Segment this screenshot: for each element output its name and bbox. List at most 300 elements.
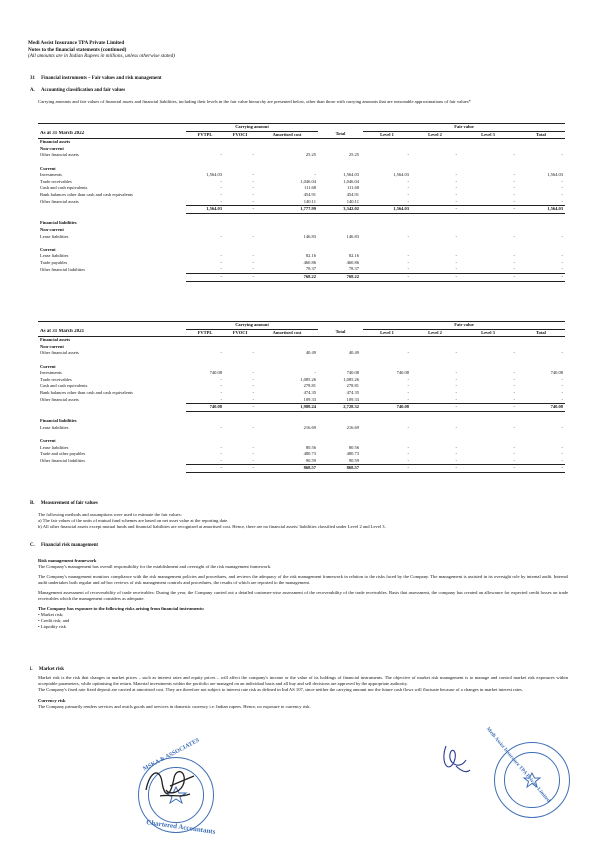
market-risk-p1: Market risk is the risk that changes in market prices – such as interest rates and equity prices – will affect the company's income or the value of its holdings of financial instruments. The objective of market risk management is to manage and control market risk exposures within acceptable parameters, while optimising the return. Material investments within the portfolio are managed on an individual basis and all buy and sell decisions are approved by the appropriate authority. bbox=[38, 675, 568, 686]
row-value: - bbox=[220, 383, 222, 389]
row-value: 868.57 bbox=[318, 465, 363, 473]
row-value bbox=[186, 357, 224, 364]
row-value bbox=[318, 364, 363, 371]
section-b-body bbox=[38, 512, 568, 530]
row-value: 740.08 bbox=[550, 370, 563, 376]
row-value: 278.81 bbox=[303, 383, 316, 389]
row-value: - bbox=[407, 198, 409, 204]
table-group-row bbox=[38, 220, 565, 227]
row-value bbox=[224, 247, 256, 254]
row-value: - bbox=[561, 389, 563, 395]
row-value: - bbox=[252, 185, 254, 191]
table-group-row bbox=[38, 247, 565, 254]
row-value: 82.16 bbox=[305, 253, 316, 259]
row-value: - bbox=[455, 259, 457, 265]
row-value: - bbox=[455, 389, 457, 395]
row-value bbox=[411, 337, 459, 344]
row-value: - bbox=[252, 350, 254, 356]
row-value: - bbox=[252, 191, 254, 197]
row-label: Current bbox=[40, 363, 56, 369]
row-value: - bbox=[252, 233, 254, 239]
table-row bbox=[38, 199, 565, 206]
row-value: - bbox=[186, 465, 224, 473]
row-value bbox=[459, 357, 517, 364]
section-i-title: Market risk bbox=[38, 667, 64, 672]
section-a-heading bbox=[30, 88, 125, 93]
row-value bbox=[363, 364, 411, 371]
row-value bbox=[318, 344, 363, 351]
row-value: - bbox=[513, 370, 515, 376]
row-value bbox=[363, 344, 411, 351]
row-value: - bbox=[561, 233, 563, 239]
row-value: 480.73 bbox=[346, 451, 359, 457]
table-group-row bbox=[38, 139, 565, 146]
row-value bbox=[517, 344, 565, 351]
row-value: - bbox=[252, 389, 254, 395]
row-value: - bbox=[513, 350, 515, 356]
row-value bbox=[411, 139, 459, 146]
row-value bbox=[517, 227, 565, 234]
row-value: - bbox=[561, 457, 563, 463]
row-value: - bbox=[513, 253, 515, 259]
row-label: Cash and cash equivalents bbox=[40, 383, 88, 389]
row-value: - bbox=[186, 274, 224, 282]
row-value bbox=[256, 227, 318, 234]
col-fvtpl: FVTPL bbox=[186, 131, 224, 139]
row-value: - bbox=[561, 152, 563, 158]
row-value bbox=[363, 357, 411, 364]
row-value: 25.25 bbox=[305, 152, 316, 158]
row-value bbox=[459, 240, 517, 247]
table-row bbox=[38, 185, 565, 192]
row-value: - bbox=[224, 206, 256, 214]
row-value: - bbox=[513, 444, 515, 450]
row-value bbox=[517, 247, 565, 254]
row-value bbox=[256, 240, 318, 247]
row-value bbox=[256, 337, 318, 344]
risk-exposure-title: The Company has exposure to the following risks arising from financial instruments: bbox=[38, 606, 205, 612]
section-a-label: A. bbox=[30, 88, 35, 93]
row-value: 111.68 bbox=[303, 185, 316, 191]
row-value: 40.49 bbox=[305, 350, 316, 356]
row-value: 1,564.03 bbox=[393, 172, 409, 178]
row-value bbox=[318, 166, 363, 173]
section-b-p1: The following methods and assumptions were used to estimate the fair values: bbox=[38, 512, 182, 517]
table-row bbox=[38, 253, 565, 260]
row-value: - bbox=[455, 376, 457, 382]
row-value bbox=[411, 432, 459, 439]
fair-value-table-2022 bbox=[38, 123, 565, 282]
row-value: 2,728.32 bbox=[318, 404, 363, 412]
row-value bbox=[363, 247, 411, 254]
row-value bbox=[224, 432, 256, 439]
row-value: - bbox=[220, 451, 222, 457]
row-label: Other financial liabilities bbox=[40, 266, 85, 272]
row-value bbox=[459, 227, 517, 234]
section-c-p3: Management assessment of recoverability of trade receivables: During the year, the Company carried out a detailed customer-wise assessment of the recoverability of the trade receivables. Basis that assessment, the company has created an allowance for expected credit losses on trade receivables which the management considers as adequate. bbox=[38, 589, 568, 601]
row-value: 3,342.02 bbox=[318, 206, 363, 214]
row-value: - bbox=[513, 198, 515, 204]
carrying-amount-header: Carrying amount bbox=[186, 322, 318, 330]
row-value: 1,085.26 bbox=[343, 376, 359, 382]
row-value: 109.33 bbox=[346, 396, 359, 402]
row-value bbox=[256, 344, 318, 351]
row-value: - bbox=[561, 253, 563, 259]
row-value: - bbox=[252, 444, 254, 450]
row-value: 216.69 bbox=[346, 424, 359, 430]
row-value: - bbox=[407, 259, 409, 265]
row-value: 474.35 bbox=[346, 389, 359, 395]
row-value bbox=[224, 337, 256, 344]
row-value bbox=[318, 432, 363, 439]
row-value: - bbox=[252, 383, 254, 389]
row-value: 1,564.03 bbox=[363, 206, 411, 214]
row-value bbox=[363, 227, 411, 234]
row-value: - bbox=[224, 465, 256, 473]
row-value: 109.33 bbox=[303, 396, 316, 402]
section-b-p3: b) All other financial assets except mutual funds and financial liabilities are recognised at amortised cost. Hence, there are no financial assets/ liabilities classified under Level 2 and Level 3. bbox=[38, 523, 386, 529]
row-value: - bbox=[455, 396, 457, 402]
row-label: Other financial assets bbox=[40, 350, 79, 356]
row-label: Trade and other payables bbox=[40, 451, 86, 457]
row-value: - bbox=[407, 424, 409, 430]
row-value: - bbox=[252, 376, 254, 382]
row-value bbox=[256, 364, 318, 371]
currency-risk-title: Currency risk bbox=[38, 697, 66, 703]
row-value bbox=[256, 411, 318, 418]
row-value: - bbox=[561, 185, 563, 191]
row-value bbox=[186, 159, 224, 166]
row-value: 740.08 bbox=[186, 404, 224, 412]
row-value: - bbox=[407, 389, 409, 395]
row-value: 1,085.26 bbox=[300, 376, 316, 382]
row-value bbox=[318, 240, 363, 247]
row-value: - bbox=[513, 457, 515, 463]
row-value bbox=[256, 166, 318, 173]
table-row bbox=[38, 192, 565, 199]
row-value bbox=[459, 159, 517, 166]
row-value: 82.16 bbox=[348, 253, 359, 259]
row-label bbox=[38, 274, 186, 282]
row-value: - bbox=[252, 152, 254, 158]
row-value: 1,564.03 bbox=[517, 206, 565, 214]
row-value: - bbox=[407, 383, 409, 389]
row-value: - bbox=[252, 178, 254, 184]
row-value: - bbox=[561, 178, 563, 184]
row-value: - bbox=[252, 266, 254, 272]
row-value bbox=[224, 146, 256, 153]
row-value bbox=[318, 227, 363, 234]
row-value bbox=[363, 337, 411, 344]
row-label: Non-current bbox=[40, 145, 64, 151]
row-value bbox=[318, 357, 363, 364]
row-value: - bbox=[220, 266, 222, 272]
row-value bbox=[224, 139, 256, 146]
row-value bbox=[411, 227, 459, 234]
row-value: - bbox=[407, 152, 409, 158]
section-b-p2: a) The fair values of the units of mutual fund schemes are based on net asset value at the reporting date. bbox=[38, 517, 229, 523]
row-value bbox=[318, 337, 363, 344]
row-value: - bbox=[314, 172, 316, 178]
row-value bbox=[363, 411, 411, 418]
section-b-heading bbox=[30, 501, 98, 506]
row-label: Current bbox=[40, 438, 56, 444]
row-value: - bbox=[407, 178, 409, 184]
row-value bbox=[459, 418, 517, 425]
row-value bbox=[318, 139, 363, 146]
row-value bbox=[224, 159, 256, 166]
row-value bbox=[517, 146, 565, 153]
row-value bbox=[411, 159, 459, 166]
row-value: - bbox=[252, 457, 254, 463]
row-label: Other financial assets bbox=[40, 152, 79, 158]
row-value: - bbox=[252, 370, 254, 376]
row-value bbox=[318, 213, 363, 220]
row-value: 90.59 bbox=[348, 457, 359, 463]
row-value bbox=[224, 166, 256, 173]
row-label: Trade receivables bbox=[40, 178, 72, 184]
col-fv-total: Total bbox=[517, 131, 565, 139]
section-c-label: C. bbox=[30, 543, 35, 548]
row-value bbox=[224, 357, 256, 364]
row-value: 80.56 bbox=[305, 444, 316, 450]
row-label: Cash and cash equivalents bbox=[40, 185, 88, 191]
table-row bbox=[38, 432, 565, 439]
section-31-number: 31 bbox=[30, 76, 35, 81]
row-value: 740.08 bbox=[517, 404, 565, 412]
row-value: - bbox=[561, 424, 563, 430]
row-value: - bbox=[455, 370, 457, 376]
row-value bbox=[459, 139, 517, 146]
table-group-row bbox=[38, 344, 565, 351]
risk-item-market: • Market risk; bbox=[38, 612, 64, 618]
table-row bbox=[38, 179, 565, 186]
col-level-1: Level 1 bbox=[363, 329, 411, 337]
row-value: - bbox=[513, 376, 515, 382]
auditor-signature bbox=[140, 760, 200, 808]
section-c-title: Financial risk management bbox=[41, 543, 99, 548]
row-value: - bbox=[513, 178, 515, 184]
row-value: - bbox=[513, 172, 515, 178]
row-value: - bbox=[220, 233, 222, 239]
row-label bbox=[38, 357, 186, 364]
row-value: - bbox=[220, 457, 222, 463]
table-total-row bbox=[38, 465, 565, 473]
row-value: - bbox=[407, 444, 409, 450]
row-label bbox=[38, 432, 186, 439]
row-value: - bbox=[407, 233, 409, 239]
row-value: 474.35 bbox=[303, 389, 316, 395]
row-label: Other financial assets bbox=[40, 396, 79, 402]
table-group-row bbox=[38, 418, 565, 425]
row-label: Investments bbox=[40, 172, 62, 178]
row-value bbox=[256, 159, 318, 166]
row-value: 768.22 bbox=[318, 274, 363, 282]
col-level-2: Level 2 bbox=[411, 329, 459, 337]
row-value: - bbox=[455, 191, 457, 197]
table-row bbox=[38, 266, 565, 273]
table-row bbox=[38, 451, 565, 458]
row-value: 1,564.03 bbox=[547, 172, 563, 178]
table-row bbox=[38, 234, 565, 241]
row-value bbox=[224, 227, 256, 234]
row-label: Lease liabilities bbox=[40, 233, 69, 239]
row-value bbox=[459, 166, 517, 173]
director-signature bbox=[438, 740, 472, 778]
section-b-label: B. bbox=[30, 501, 35, 506]
carrying-amount-header: Carrying amount bbox=[186, 124, 318, 132]
row-value: - bbox=[314, 370, 316, 376]
row-value: 1,046.04 bbox=[343, 178, 359, 184]
row-value bbox=[256, 139, 318, 146]
row-value: - bbox=[561, 376, 563, 382]
fair-value-header: Fair value bbox=[363, 124, 565, 132]
table-group-row bbox=[38, 337, 565, 344]
row-value bbox=[363, 139, 411, 146]
row-value: - bbox=[220, 396, 222, 402]
table-row bbox=[38, 383, 565, 390]
row-value bbox=[459, 337, 517, 344]
row-value bbox=[256, 220, 318, 227]
row-value: - bbox=[561, 198, 563, 204]
row-value: - bbox=[220, 198, 222, 204]
row-value: - bbox=[220, 191, 222, 197]
row-value bbox=[224, 364, 256, 371]
row-value: 868.57 bbox=[256, 465, 318, 473]
row-value: - bbox=[220, 253, 222, 259]
row-value bbox=[411, 213, 459, 220]
market-risk-p2: The Company's fixed rate fixed deposit are carried at amortised cost. They are therefore not subject to interest rate risk as defined in Ind AS 107, since neither the carrying amount nor the future cash flows will fluctuate because of a changes in market interest rates. bbox=[38, 686, 523, 692]
row-value bbox=[256, 418, 318, 425]
row-value: - bbox=[455, 444, 457, 450]
row-label: Lease liabilities bbox=[40, 424, 69, 430]
row-value: - bbox=[407, 253, 409, 259]
row-value: 1,046.04 bbox=[300, 178, 316, 184]
row-value bbox=[186, 344, 224, 351]
table-row bbox=[38, 260, 565, 267]
stamp-text-top: MSKA & ASSOCIATES bbox=[142, 737, 201, 773]
row-value: - bbox=[224, 404, 256, 412]
table-row bbox=[38, 425, 565, 432]
row-value: 740.08 bbox=[396, 370, 409, 376]
row-value: 78.37 bbox=[305, 266, 316, 272]
row-value bbox=[411, 357, 459, 364]
row-value: - bbox=[561, 191, 563, 197]
table-group-row bbox=[38, 438, 565, 445]
row-value bbox=[318, 146, 363, 153]
row-label bbox=[38, 404, 186, 412]
row-value: 80.56 bbox=[348, 444, 359, 450]
row-value: - bbox=[407, 376, 409, 382]
row-value bbox=[224, 213, 256, 220]
row-value bbox=[411, 240, 459, 247]
stamp-text-bottom: Chartered Accountants bbox=[145, 818, 216, 836]
row-value bbox=[186, 337, 224, 344]
row-value: - bbox=[407, 350, 409, 356]
risk-item-credit: • Credit risk; and bbox=[38, 618, 70, 624]
row-value: - bbox=[513, 389, 515, 395]
table-row bbox=[38, 377, 565, 384]
row-value: - bbox=[455, 457, 457, 463]
table-total-row bbox=[38, 274, 565, 282]
currency-risk-p: The Company primarily renders services and avails goods and services in domestic currency i.e. Indian rupees. Hence, no exposure to currency risk. bbox=[38, 703, 311, 709]
row-value: 278.81 bbox=[346, 383, 359, 389]
row-label: Trade receivables bbox=[40, 376, 72, 382]
row-label: Financial liabilities bbox=[40, 220, 77, 226]
col-amortised-cost: Amortised cost bbox=[256, 131, 318, 139]
row-value: - bbox=[517, 274, 565, 282]
table-row bbox=[38, 397, 565, 404]
row-value: - bbox=[459, 465, 517, 473]
row-value bbox=[363, 240, 411, 247]
row-value: - bbox=[513, 396, 515, 402]
row-value: - bbox=[513, 185, 515, 191]
row-value bbox=[517, 220, 565, 227]
risk-item-liquidity: • Liquidity risk bbox=[38, 624, 66, 630]
row-value bbox=[517, 438, 565, 445]
row-value bbox=[363, 146, 411, 153]
row-value: - bbox=[459, 206, 517, 214]
row-value bbox=[256, 146, 318, 153]
row-value bbox=[224, 240, 256, 247]
row-value bbox=[459, 432, 517, 439]
row-value: - bbox=[513, 191, 515, 197]
row-label: Non-current bbox=[40, 226, 64, 232]
row-value: - bbox=[455, 350, 457, 356]
row-value: - bbox=[513, 383, 515, 389]
section-i-label: i. bbox=[30, 667, 33, 672]
table-row bbox=[38, 445, 565, 452]
row-value bbox=[459, 411, 517, 418]
table-row bbox=[38, 370, 565, 377]
row-value bbox=[186, 364, 224, 371]
row-value: - bbox=[220, 259, 222, 265]
table-row bbox=[38, 240, 565, 247]
row-value: - bbox=[455, 198, 457, 204]
row-value: - bbox=[561, 451, 563, 457]
row-value: - bbox=[455, 233, 457, 239]
row-value: - bbox=[220, 178, 222, 184]
row-value: 90.59 bbox=[305, 457, 316, 463]
row-value bbox=[411, 418, 459, 425]
row-value bbox=[363, 213, 411, 220]
row-value bbox=[363, 432, 411, 439]
row-label: Financial liabilities bbox=[40, 418, 77, 424]
table-group-row bbox=[38, 146, 565, 153]
table-row bbox=[38, 172, 565, 179]
notes-title: Notes to the financial statements (continued) bbox=[28, 46, 127, 53]
table-2022-as-at: As at 31 March 2022 bbox=[38, 131, 186, 139]
row-value: 740.08 bbox=[363, 404, 411, 412]
row-value: 1,564.03 bbox=[206, 172, 222, 178]
row-value: 146.83 bbox=[346, 233, 359, 239]
col-amortised-cost: Amortised cost bbox=[256, 329, 318, 337]
row-value: - bbox=[363, 274, 411, 282]
row-value: - bbox=[407, 266, 409, 272]
row-value: - bbox=[561, 266, 563, 272]
row-value: - bbox=[252, 451, 254, 457]
row-value: - bbox=[411, 274, 459, 282]
row-value bbox=[459, 364, 517, 371]
row-value bbox=[256, 247, 318, 254]
row-value bbox=[517, 364, 565, 371]
row-label bbox=[38, 240, 186, 247]
section-a-intro: Carrying amounts and fair values of financial assets and financial liabilities, including their levels in the fair value hierarchy are presented below, other than those with carrying amounts that are reasonable approximations of fair values* bbox=[38, 99, 471, 104]
row-value: - bbox=[459, 404, 517, 412]
row-value bbox=[411, 220, 459, 227]
table-row bbox=[38, 357, 565, 364]
table-group-row bbox=[38, 227, 565, 234]
